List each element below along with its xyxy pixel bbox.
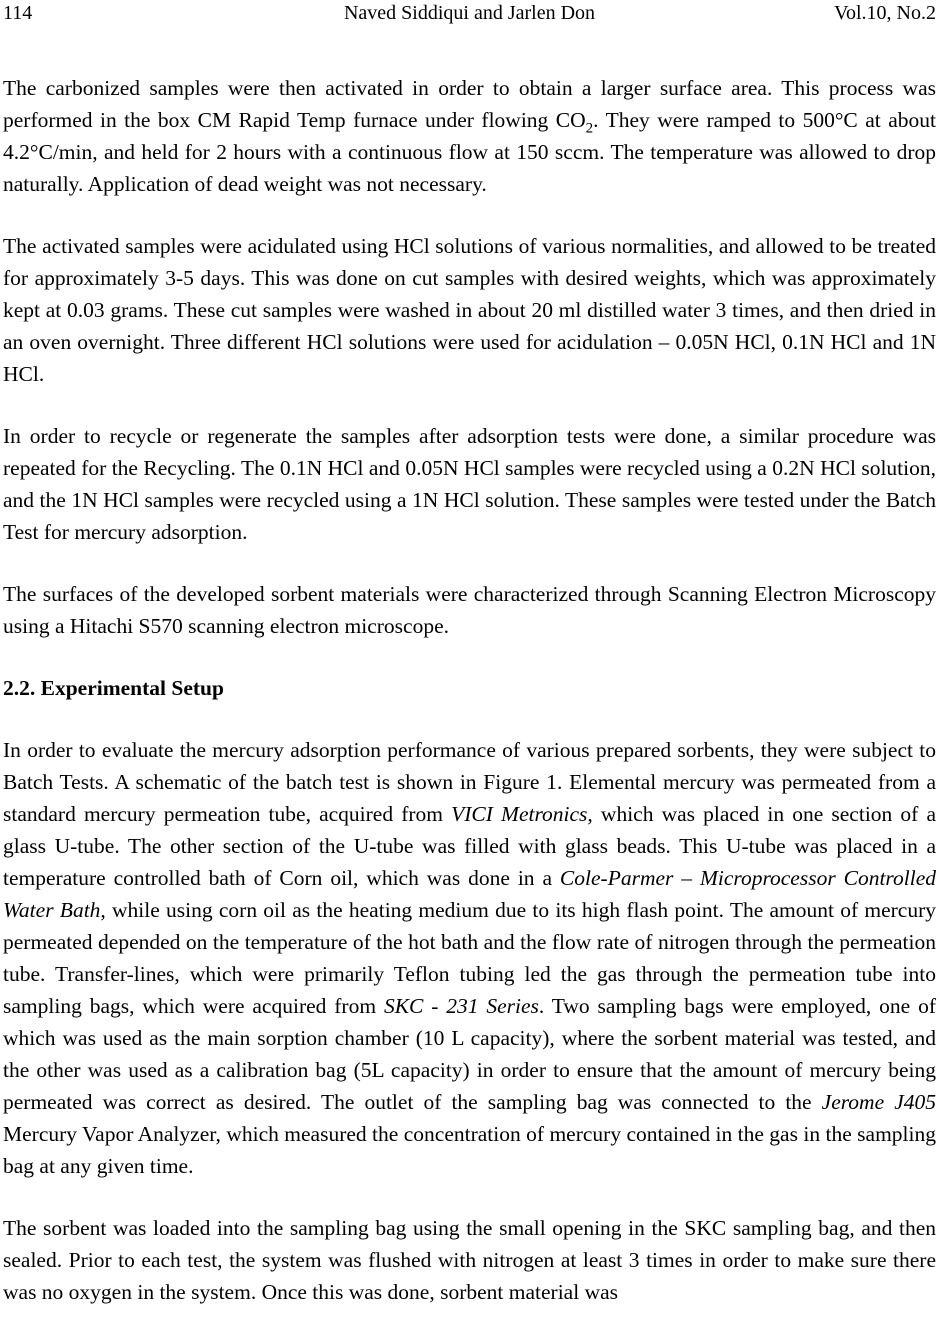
running-header xyxy=(3,2,936,24)
text-segment: The activated samples were acidulated using HCl solutions of various normalities, and allowed to be treated for approximately 3-5 days. This was done on cut samples with desired weights, which was approximately kept at 0.03 grams. These cut samples were washed in about 20 ml distilled water 3 times, and then dried in an oven overnight. Three different HCl solutions were used for acidulation – 0.05N HCl, 0.1N HCl and 1N HCl. xyxy=(3,234,936,386)
paragraph-batch-test-setup xyxy=(3,734,936,1182)
paragraph-activation xyxy=(3,72,936,200)
text-segment: The carbonized samples were then activated in order to obtain a larger surface area. This process was performed in the box CM Rapid Temp furnace under flowing CO xyxy=(3,76,936,132)
italic-term-skc-231-series: SKC - 231 Series xyxy=(383,994,539,1018)
subscript-2: 2 xyxy=(585,120,594,137)
italic-term-jerome-j405: Jerome J405 xyxy=(821,1090,936,1114)
text-segment: The surfaces of the developed sorbent materials were characterized through Scanning Electron Microscopy using a Hitachi S570 scanning electron microscope. xyxy=(3,582,936,638)
paragraph-sorbent-loading xyxy=(3,1212,936,1308)
italic-term-cole-parmer-bath: Cole-Parmer – Microprocessor Controlled Water Bath xyxy=(3,866,936,922)
text-segment: . They were ramped to 500°C at about 4.2°C/min, and held for 2 hours with a continuous flow at 150 sccm. The temperature was allowed to drop naturally. Application of dead weight was not necessary. xyxy=(3,108,936,196)
text-segment: In order to evaluate the mercury adsorption performance of various prepared sorbents, they were subject to Batch Tests. A schematic of the batch test is shown in Figure 1. Elemental mercury was permeated from a standard mercury permeation tube, acquired from xyxy=(3,738,936,826)
paragraph-sem-characterization xyxy=(3,578,936,642)
italic-term-vici-metronics: VICI Metronics xyxy=(451,802,588,826)
paragraph-acidulation xyxy=(3,230,936,390)
text-segment: . Two sampling bags were employed, one of which was used as the main sorption chamber (10 L capacity), where the sorbent material was tested, and the other was used as a calibration bag (5L capacity) in order to ensure that the amount of mercury being permeated was correct as desired. The outlet of the sampling bag was connected to the xyxy=(3,994,936,1114)
volume-issue: Vol.10, No.2 xyxy=(834,2,936,24)
text-segment: The sorbent was loaded into the sampling bag using the small opening in the SKC sampling bag, and then sealed. Prior to each test, the system was flushed with nitrogen at least 3 times in order to make sure there was no oxygen in the system. Once this was done, sorbent material was xyxy=(3,1216,936,1304)
page-number: 114 xyxy=(3,2,33,24)
text-segment: Mercury Vapor Analyzer, which measured the concentration of mercury contained in the gas in the sampling bag at any given time. xyxy=(3,1122,936,1178)
text-segment: , which was placed in one section of a glass U-tube. The other section of the U-tube was filled with glass beads. This U-tube was placed in a temperature controlled bath of Corn oil, which was done in a xyxy=(3,802,936,890)
paragraph-recycling xyxy=(3,420,936,548)
text-segment: , while using corn oil as the heating medium due to its high flash point. The amount of mercury permeated depended on the temperature of the hot bath and the flow rate of nitrogen through the permeation tube. Transfer-lines, which were primarily Teflon tubing led the gas through the permeation tube into sampling bags, which were acquired from xyxy=(3,898,936,1018)
section-heading-experimental-setup: 2.2. Experimental Setup xyxy=(3,676,224,700)
text-segment: In order to recycle or regenerate the samples after adsorption tests were done, a similar procedure was repeated for the Recycling. The 0.1N HCl and 0.05N HCl samples were recycled using a 0.2N HCl solution, and the 1N HCl samples were recycled using a 1N HCl solution. These samples were tested under the Batch Test for mercury adsorption. xyxy=(3,424,936,544)
running-head-authors: Naved Siddiqui and Jarlen Don xyxy=(343,2,596,24)
